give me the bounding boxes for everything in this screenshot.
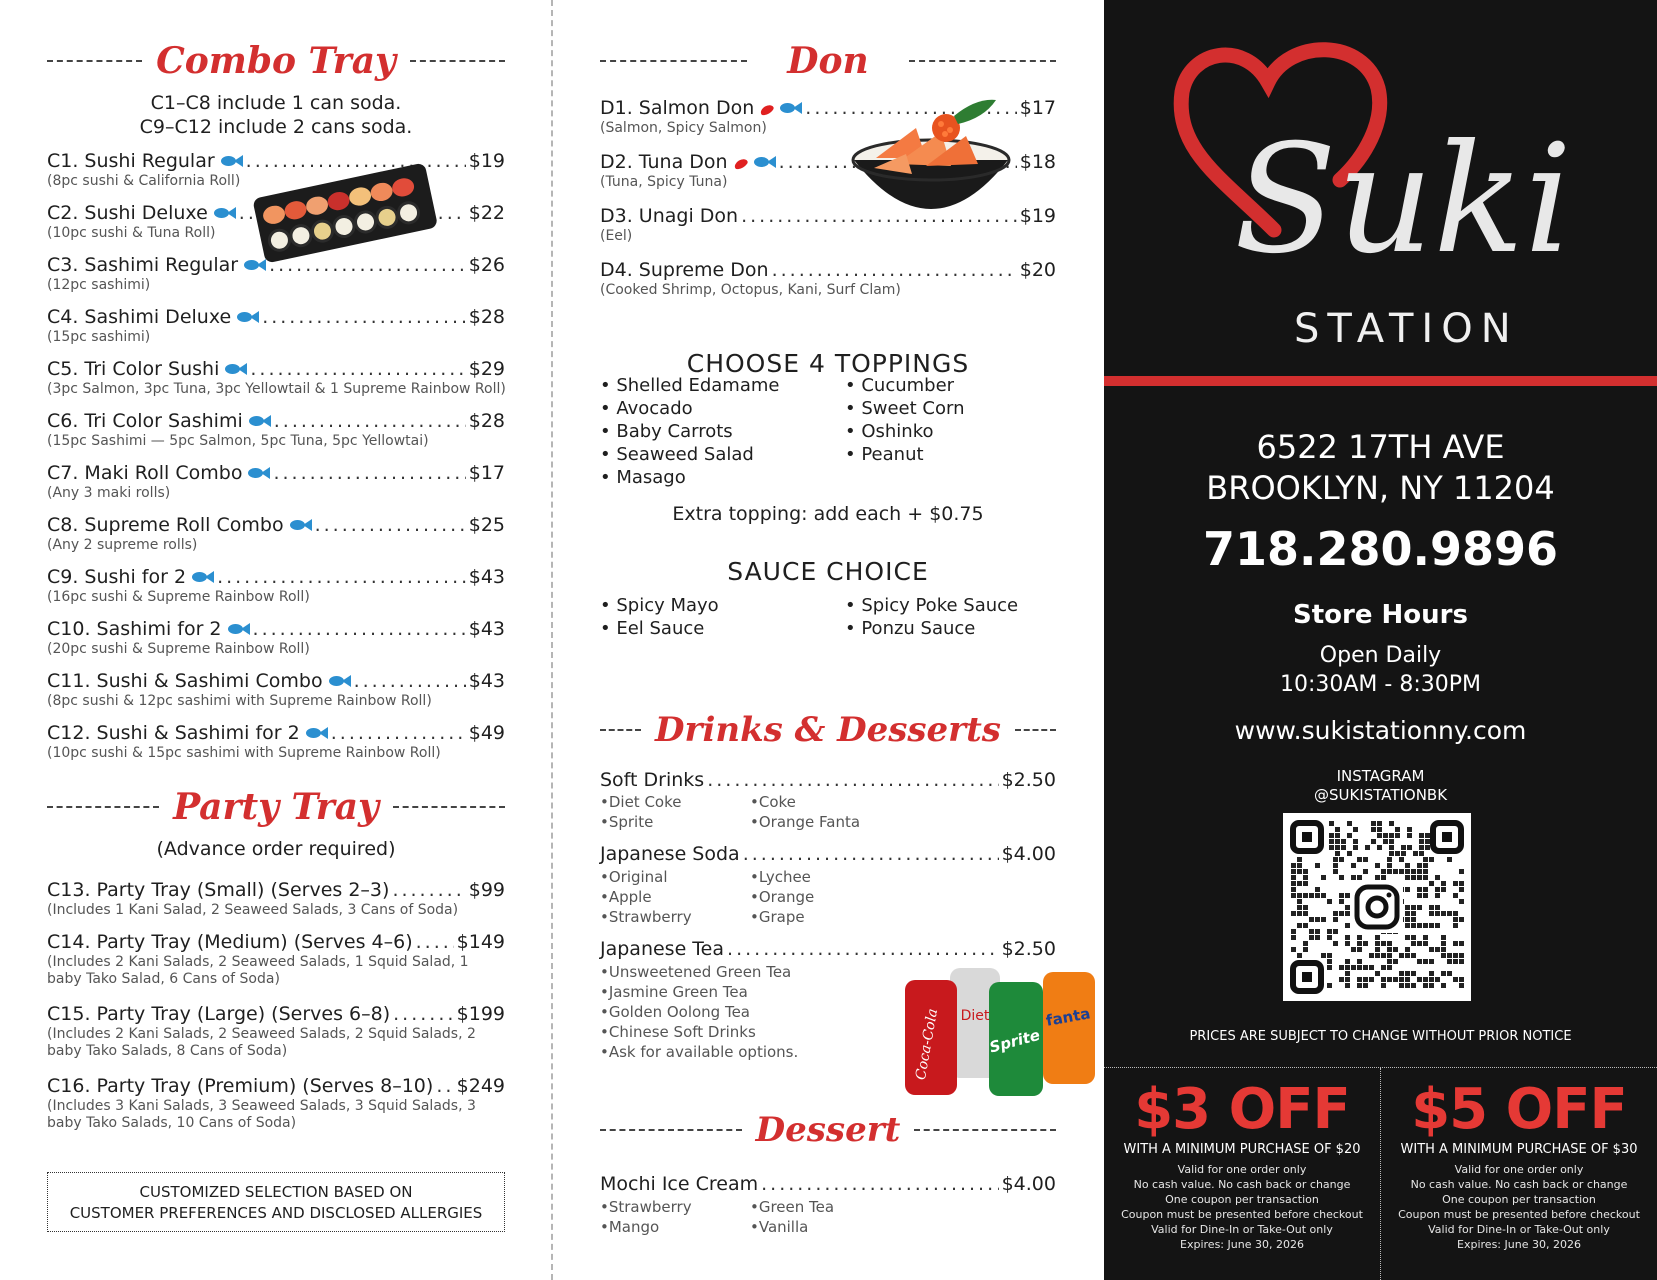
fish-icon — [214, 207, 236, 219]
menu-item-price: $19 — [468, 150, 505, 172]
menu-item-price: $28 — [468, 306, 505, 328]
menu-item-desc: (Includes 2 Kani Salads, 2 Seaweed Salads, 2 Squid Salads, 2 — [47, 1026, 476, 1042]
menu-item-desc: (Salmon, Spicy Salmon) — [600, 120, 767, 136]
fish-icon — [221, 155, 243, 167]
soda-cans-image — [895, 960, 1105, 1100]
leader-dots — [761, 1173, 998, 1195]
coupon-term-line: One coupon per transaction — [1442, 1193, 1596, 1206]
menu-item-desc: (10pc sushi & Tuna Roll) — [47, 225, 216, 241]
instagram-label: INSTAGRAM — [1336, 767, 1425, 785]
menu-item-name: C6. Tri Color Sashimi — [47, 410, 243, 432]
leader-dots — [743, 843, 999, 865]
coupon-term-line: Expires: June 30, 2026 — [1180, 1238, 1304, 1251]
menu-item-line — [47, 931, 505, 953]
menu-item-line — [600, 843, 1056, 865]
menu-item-price: $149 — [456, 931, 505, 953]
instagram-qr-code[interactable] — [1283, 813, 1471, 1001]
menu-item-line — [47, 670, 505, 692]
drink-option: •Golden Oolong Tea — [600, 1003, 750, 1021]
leader-dots — [416, 931, 454, 953]
coupon-minimum: WITH A MINIMUM PURCHASE OF $30 — [1400, 1142, 1638, 1157]
coupon-term-line: Expires: June 30, 2026 — [1457, 1238, 1581, 1251]
leader-dots — [393, 1003, 454, 1025]
menu-item-line — [600, 769, 1056, 791]
menu-item-name: C8. Supreme Roll Combo — [47, 514, 284, 536]
menu-item-name: D2. Tuna Don — [600, 151, 728, 173]
combo-note-1: C1–C8 include 1 can soda. — [150, 92, 402, 114]
menu-item-line — [47, 462, 505, 484]
custom-line-1: CUSTOMIZED SELECTION BASED ON — [139, 1183, 413, 1201]
menu-item-price: $43 — [468, 618, 505, 640]
topping-option: • Cucumber — [845, 375, 955, 396]
topping-option: • Baby Carrots — [600, 421, 733, 442]
menu-item-name: C10. Sashimi for 2 — [47, 618, 222, 640]
topping-option: • Masago — [600, 467, 686, 488]
leader-dots — [354, 670, 466, 692]
chili-pepper-icon — [759, 103, 775, 117]
menu-item-price: $20 — [1019, 259, 1056, 281]
sauce-option: • Spicy Mayo — [600, 595, 719, 616]
menu-item — [47, 462, 505, 501]
menu-item-line — [47, 514, 505, 536]
coupon-term-line: Valid for Dine-In or Take-Out only — [1428, 1223, 1610, 1236]
menu-item-desc: (Includes 3 Kani Salads, 3 Seaweed Salads, 3 Squid Salads, 3 — [47, 1098, 476, 1114]
menu-item-name: C11. Sushi & Sashimi Combo — [47, 670, 323, 692]
coupon-amount: $5 OFF — [1411, 1077, 1627, 1142]
menu-item-price: $4.00 — [1001, 843, 1056, 865]
can-label-sprite: Sprite — [987, 1025, 1042, 1057]
drink-option: •Sprite — [600, 813, 654, 831]
leader-dots — [331, 722, 466, 744]
menu-item — [600, 938, 1056, 960]
menu-item-line — [47, 1003, 505, 1025]
sauce-option: • Eel Sauce — [600, 618, 705, 639]
store-hours-title: Store Hours — [1293, 600, 1468, 630]
sauce-option: • Ponzu Sauce — [845, 618, 976, 639]
coupon-term-line: Coupon must be presented before checkout — [1398, 1208, 1640, 1221]
menu-item-name: C15. Party Tray (Large) (Serves 6–8) — [47, 1003, 391, 1025]
menu-item-desc: (3pc Salmon, 3pc Tuna, 3pc Yellowtail & 1 Supreme Rainbow Roll) — [47, 381, 506, 397]
menu-item-price: $2.50 — [1001, 769, 1056, 791]
drink-option: •Green Tea — [750, 1198, 835, 1216]
menu-item — [600, 843, 1056, 865]
menu-item-desc: baby Tako Salads, 10 Cans of Soda) — [47, 1115, 297, 1131]
menu-item-desc: (Cooked Shrimp, Octopus, Kani, Surf Clam) — [600, 282, 901, 298]
hours-line-2: 10:30AM - 8:30PM — [1279, 672, 1481, 697]
can-label-coke: Coca-Cola — [912, 1007, 942, 1082]
drink-option: •Coke — [750, 793, 796, 811]
menu-item-line — [47, 410, 505, 432]
menu-item — [47, 566, 505, 605]
dessert-title: Dessert — [755, 1110, 901, 1150]
party-header — [47, 786, 505, 828]
menu-item-price: $17 — [1019, 97, 1056, 119]
drink-option: •Original — [600, 868, 668, 886]
menu-item-price: $25 — [468, 514, 505, 536]
menu-item-name: C14. Party Tray (Medium) (Serves 4–6) — [47, 931, 413, 953]
drinks-title: Drinks & Desserts — [655, 710, 1001, 750]
menu-item — [47, 879, 505, 918]
menu-item — [47, 931, 505, 987]
party-title: Party Tray — [173, 786, 379, 828]
menu-item-desc: (Eel) — [600, 228, 633, 244]
coupon-term-line: Valid for one order only — [1177, 1163, 1307, 1176]
menu-item — [47, 722, 505, 761]
coupon-term-line: No cash value. No cash back or change — [1133, 1178, 1351, 1191]
leader-dots — [727, 938, 999, 960]
leader-dots — [436, 1075, 453, 1097]
menu-item-price: $29 — [468, 358, 505, 380]
menu-item-name: C3. Sashimi Regular — [47, 254, 239, 276]
toppings-title: CHOOSE 4 TOPPINGS — [686, 349, 970, 378]
coupon-term-line: Valid for one order only — [1454, 1163, 1584, 1176]
menu-item-desc: (Includes 2 Kani Salads, 2 Seaweed Salads, 1 Squid Salad, 1 — [47, 954, 469, 970]
coupon-5-off[interactable] — [1381, 1077, 1657, 1252]
sushi-tray-image — [245, 158, 445, 266]
menu-item — [47, 514, 505, 553]
topping-option: • Avocado — [600, 398, 693, 419]
coupon-terms — [1104, 1162, 1380, 1252]
drink-option: •Orange — [750, 888, 815, 906]
menu-item-price: $43 — [468, 566, 505, 588]
fish-icon — [754, 156, 776, 168]
menu-item-line — [47, 358, 505, 380]
leader-dots — [772, 259, 1017, 281]
leader-dots — [253, 618, 466, 640]
drink-option: •Vanilla — [750, 1218, 809, 1236]
menu-item-name: C12. Sushi & Sashimi for 2 — [47, 722, 300, 744]
drink-option: •Lychee — [750, 868, 811, 886]
menu-item-desc: (12pc sashimi) — [47, 277, 151, 293]
drink-option: •Strawberry — [600, 908, 692, 926]
topping-option: • Sweet Corn — [845, 398, 965, 419]
menu-item-name: Japanese Soda — [600, 843, 740, 865]
column-combo-party — [0, 0, 552, 1280]
instagram-handle[interactable]: @SUKISTATIONBK — [1313, 786, 1448, 804]
leader-dots — [274, 410, 466, 432]
coupon-term-line: No cash value. No cash back or change — [1410, 1178, 1628, 1191]
menu-item-line — [600, 938, 1056, 960]
coupon-terms — [1381, 1162, 1657, 1252]
drink-option: •Ask for available options. — [600, 1043, 799, 1061]
menu-item-desc: (10pc sushi & 15pc sashimi with Supreme Rainbow Roll) — [47, 745, 441, 761]
menu-item-name: C5. Tri Color Sushi — [47, 358, 220, 380]
menu-item-line — [47, 722, 505, 744]
phone-number: 718.280.9896 — [1202, 522, 1559, 576]
menu-item-desc: (Tuna, Spicy Tuna) — [600, 174, 728, 190]
menu-item-price: $43 — [468, 670, 505, 692]
menu-item-name: C4. Sashimi Deluxe — [47, 306, 232, 328]
menu-item-desc: baby Tako Salad, 6 Cans of Soda) — [47, 971, 280, 987]
menu-item-desc: (20pc sushi & Supreme Rainbow Roll) — [47, 641, 310, 657]
menu-item-desc: baby Tako Salads, 8 Cans of Soda) — [47, 1043, 288, 1059]
leader-dots — [273, 462, 465, 484]
menu-item-price: $19 — [1019, 205, 1056, 227]
red-divider — [1104, 376, 1657, 386]
custom-selection-box — [47, 1172, 505, 1232]
brand-sub: STATION — [1294, 306, 1519, 352]
menu-item-desc: (Any 3 maki rolls) — [47, 485, 171, 501]
menu-item-name: D4. Supreme Don — [600, 259, 769, 281]
coupon-amount: $3 OFF — [1134, 1077, 1350, 1142]
menu-item-price: $49 — [468, 722, 505, 744]
menu-item — [47, 670, 505, 709]
coupon-3-off[interactable] — [1104, 1077, 1380, 1252]
menu-item-price: $99 — [468, 879, 505, 901]
menu-item-price: $26 — [468, 254, 505, 276]
drink-option: •Unsweetened Green Tea — [600, 963, 792, 981]
poke-bowl-image — [846, 88, 1016, 248]
menu-item — [600, 769, 1056, 791]
menu-item — [47, 1075, 505, 1131]
leader-dots — [707, 769, 998, 791]
menu-item-name: C7. Maki Roll Combo — [47, 462, 243, 484]
menu-item — [47, 618, 505, 657]
menu-item-price: $249 — [456, 1075, 505, 1097]
fish-icon — [329, 675, 351, 687]
menu-item-desc: (15pc Sashimi — 5pc Salmon, 5pc Tuna, 5pc Yellowtai) — [47, 433, 429, 449]
drink-option: •Diet Coke — [600, 793, 682, 811]
menu-item-line — [600, 259, 1056, 281]
column-brand-info — [1104, 0, 1657, 1280]
drinks-header — [600, 710, 1056, 750]
menu-item-desc: (15pc sashimi) — [47, 329, 151, 345]
menu-item-name: D3. Unagi Don — [600, 205, 739, 227]
leader-dots — [250, 358, 465, 380]
leader-dots — [262, 306, 466, 328]
menu-item-price: $4.00 — [1001, 1173, 1056, 1195]
column-don-drinks — [552, 0, 1104, 1280]
menu-item-name: C13. Party Tray (Small) (Serves 2–3) — [47, 879, 390, 901]
menu-item-price: $28 — [468, 410, 505, 432]
menu-item — [47, 1003, 505, 1059]
menu-item-price: $199 — [456, 1003, 505, 1025]
menu-item-line — [600, 1173, 1056, 1195]
menu-item-price: $22 — [468, 202, 505, 224]
menu-item — [600, 259, 1056, 298]
menu-item-name: D1. Salmon Don — [600, 97, 755, 119]
fish-icon — [237, 311, 259, 323]
combo-title: Combo Tray — [156, 40, 396, 82]
leader-dots — [315, 514, 466, 536]
custom-line-2: CUSTOMER PREFERENCES AND DISCLOSED ALLERGIES — [69, 1204, 483, 1222]
menu-item-desc: (8pc sushi & 12pc sashimi with Supreme Rainbow Roll) — [47, 693, 432, 709]
menu-item-name: C9. Sushi for 2 — [47, 566, 187, 588]
coupon-minimum: WITH A MINIMUM PURCHASE OF $20 — [1123, 1142, 1361, 1157]
menu-item-price: $18 — [1019, 151, 1056, 173]
menu-item-name: Soft Drinks — [600, 769, 705, 791]
menu-item — [47, 306, 505, 345]
menu-item-line — [47, 566, 505, 588]
menu-item-name: C1. Sushi Regular — [47, 150, 215, 172]
fish-icon — [225, 363, 247, 375]
menu-item-desc: (Includes 1 Kani Salad, 2 Seaweed Salads, 3 Cans of Soda) — [47, 902, 459, 918]
menu-item-line — [47, 306, 505, 328]
menu-item-name: C2. Sushi Deluxe — [47, 202, 208, 224]
menu-item-desc: (16pc sushi & Supreme Rainbow Roll) — [47, 589, 310, 605]
address-line-1: 6522 17TH AVE — [1256, 428, 1505, 466]
coupon-term-line: Valid for Dine-In or Take-Out only — [1151, 1223, 1333, 1236]
menu-item — [600, 1173, 1056, 1195]
drink-option: •Apple — [600, 888, 652, 906]
price-notice: PRICES ARE SUBJECT TO CHANGE WITHOUT PRIOR NOTICE — [1189, 1029, 1572, 1044]
fish-icon — [192, 571, 214, 583]
leader-dots — [217, 566, 466, 588]
menu-item-line — [47, 1075, 505, 1097]
sauce-title: SAUCE CHOICE — [727, 557, 929, 586]
drink-option: •Strawberry — [600, 1198, 692, 1216]
menu-item-line — [47, 879, 505, 901]
combo-note-2: C9–C12 include 2 cans soda. — [139, 116, 413, 138]
menu-item-name: Mochi Ice Cream — [600, 1173, 759, 1195]
drink-option: •Jasmine Green Tea — [600, 983, 748, 1001]
brand-name: Suki — [1234, 113, 1573, 287]
fish-icon — [290, 519, 312, 531]
menu-item-name: C16. Party Tray (Premium) (Serves 8–10) — [47, 1075, 434, 1097]
fish-icon — [228, 623, 250, 635]
topping-option: • Shelled Edamame — [600, 375, 780, 396]
can-label-fanta: fanta — [1044, 1004, 1092, 1030]
menu-item-desc: (8pc sushi & California Roll) — [47, 173, 241, 189]
chili-pepper-icon — [733, 157, 749, 171]
topping-option: • Oshinko — [845, 421, 934, 442]
fish-icon — [780, 102, 802, 114]
menu-item-price: $17 — [468, 462, 505, 484]
can-label-diet: Diet — [960, 1008, 990, 1024]
coupon-term-line: Coupon must be presented before checkout — [1121, 1208, 1363, 1221]
sauce-option: • Spicy Poke Sauce — [845, 595, 1019, 616]
menu-item-desc: (Any 2 supreme rolls) — [47, 537, 198, 553]
menu-item — [47, 410, 505, 449]
menu-item-name: Japanese Tea — [600, 938, 725, 960]
drink-option: •Orange Fanta — [750, 813, 861, 831]
topping-option: • Seaweed Salad — [600, 444, 754, 465]
drink-option: •Chinese Soft Drinks — [600, 1023, 756, 1041]
topping-option: • Peanut — [845, 444, 924, 465]
address-line-2: BROOKLYN, NY 11204 — [1206, 469, 1555, 507]
leader-dots — [392, 879, 465, 901]
extra-topping-note: Extra topping: add each + $0.75 — [672, 503, 984, 525]
website-link[interactable]: www.sukistationny.com — [1234, 716, 1527, 745]
don-header — [600, 40, 1056, 82]
party-note: (Advance order required) — [156, 838, 396, 860]
combo-header — [47, 40, 505, 82]
menu-item — [47, 358, 505, 397]
fish-icon — [248, 467, 270, 479]
fish-icon — [306, 727, 328, 739]
don-title: Don — [787, 40, 869, 82]
drink-option: •Grape — [750, 908, 805, 926]
hours-line-1: Open Daily — [1319, 643, 1442, 668]
coupon-term-line: One coupon per transaction — [1165, 1193, 1319, 1206]
menu-item-line — [47, 618, 505, 640]
menu-item-price: $2.50 — [1001, 938, 1056, 960]
dessert-header — [600, 1110, 1056, 1150]
drink-option: •Mango — [600, 1218, 660, 1236]
fish-icon — [249, 415, 271, 427]
